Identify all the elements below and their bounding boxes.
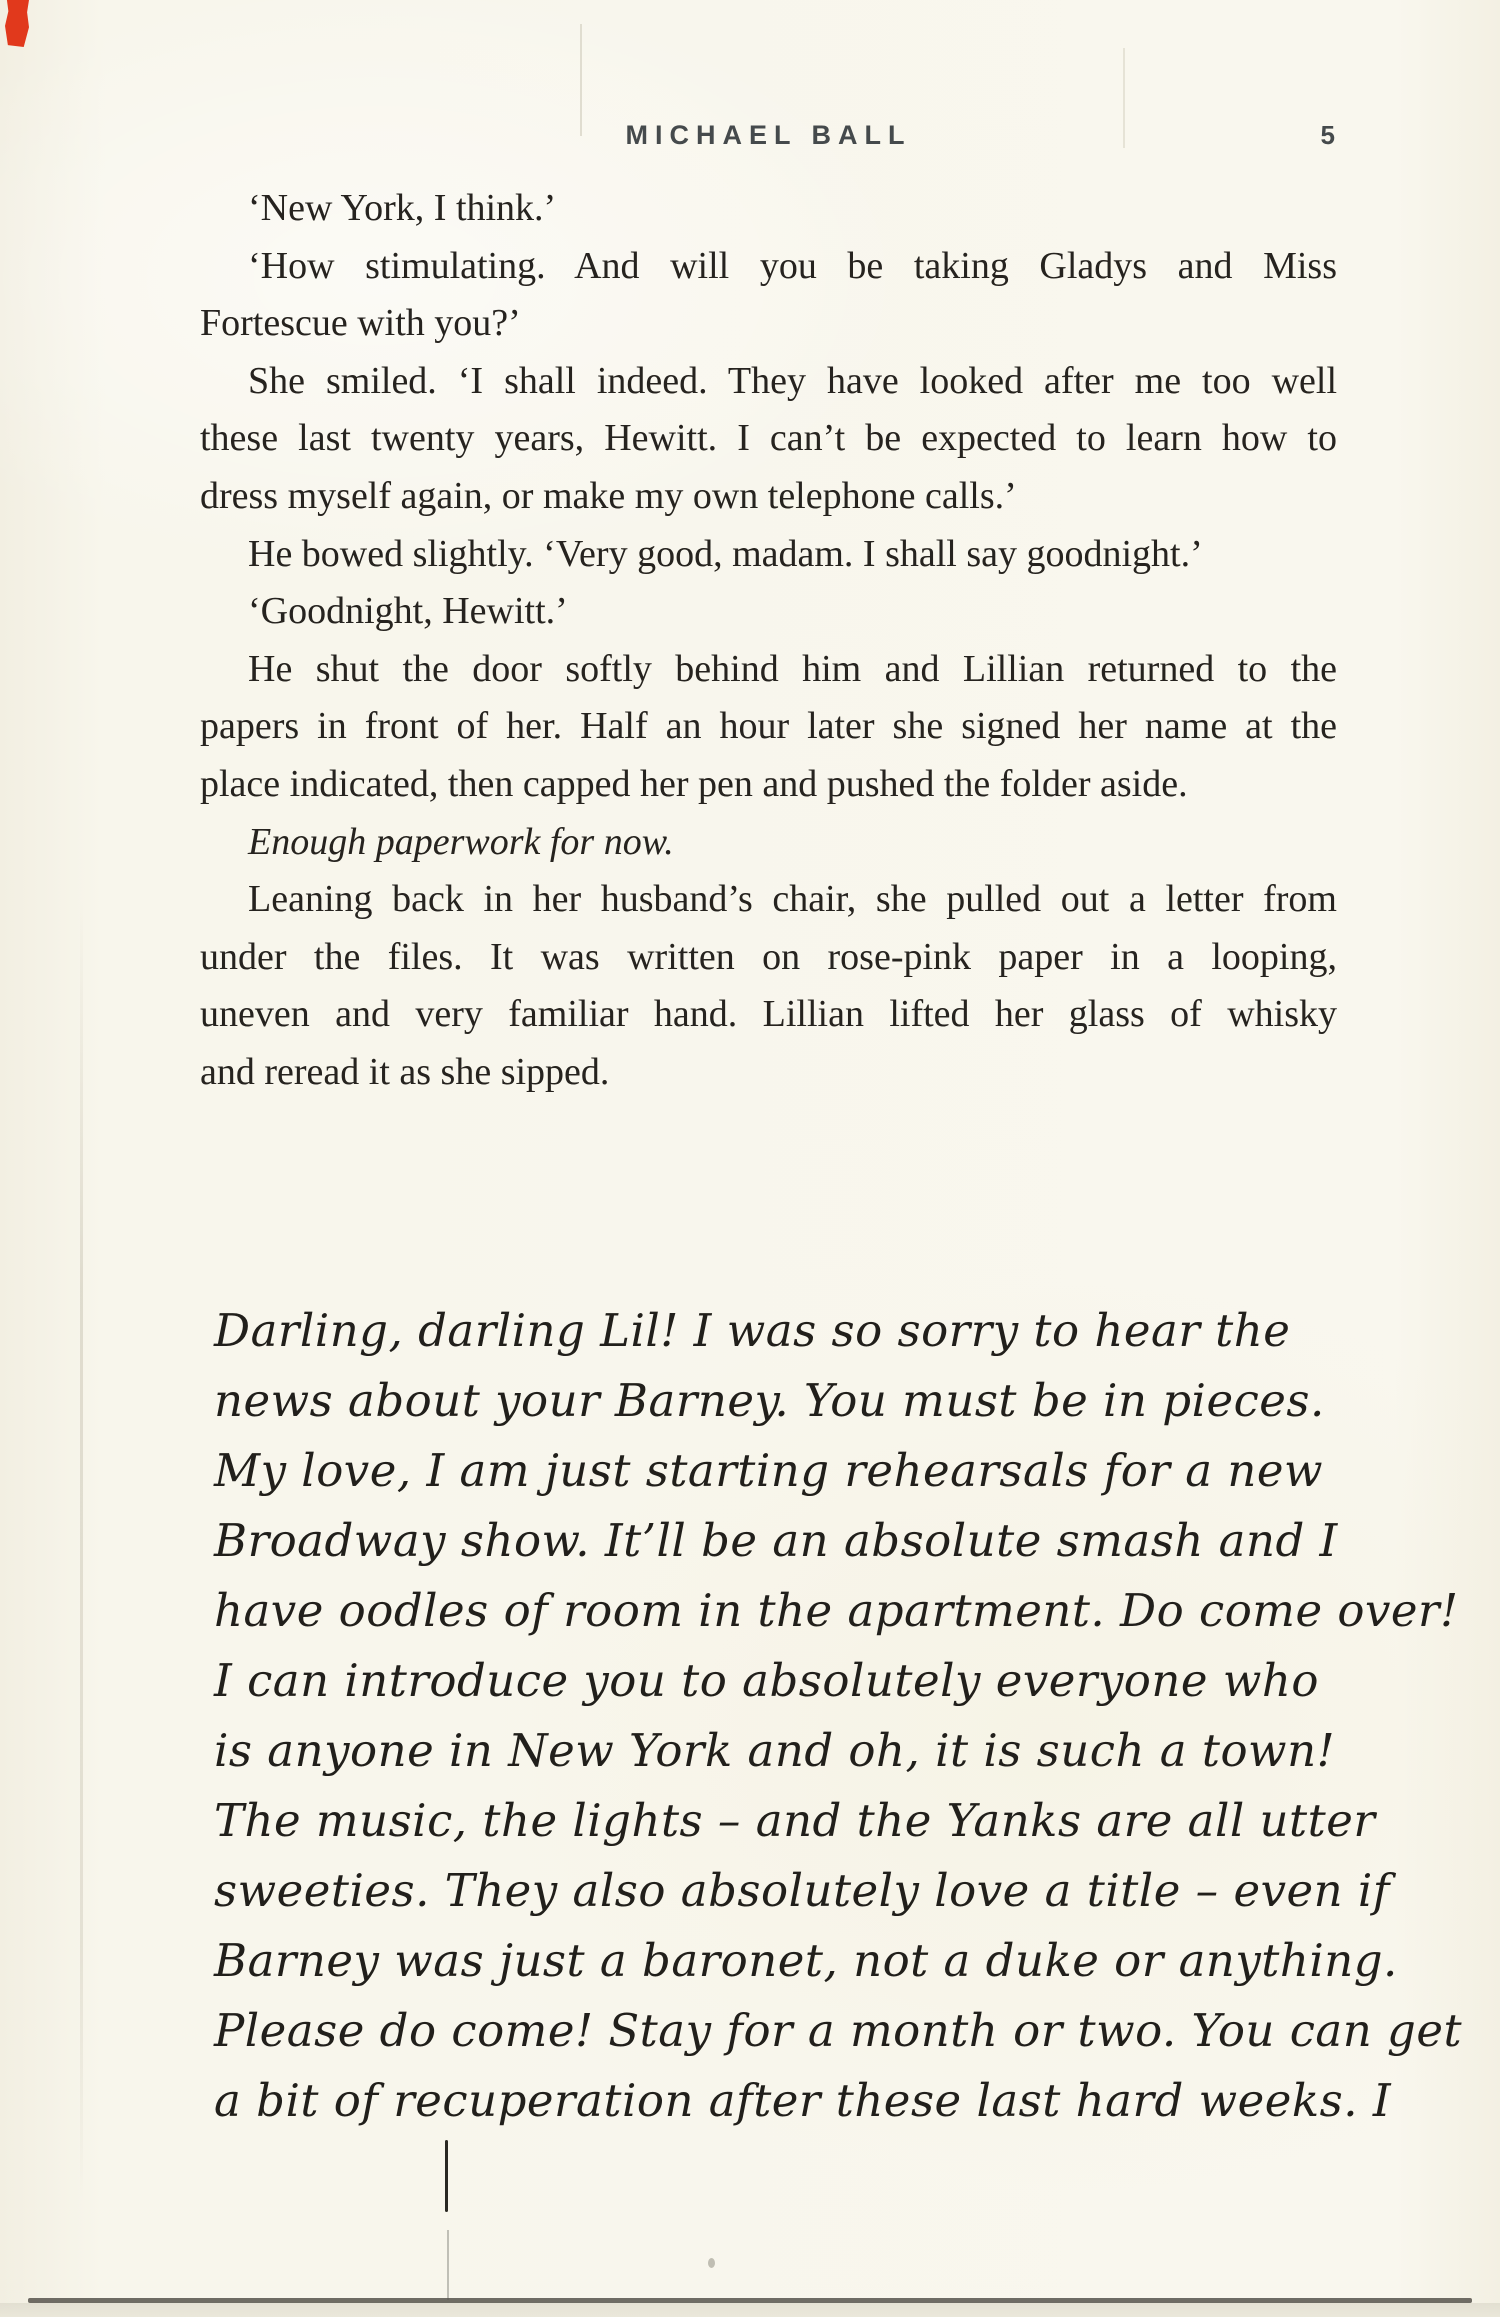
- letter-line: sweeties. They also absolutely love a title – even if: [214, 1864, 1390, 1917]
- letter-line: a bit of recuperation after these last hard weeks. I: [214, 2074, 1392, 2127]
- text-line: and reread it as she sipped.: [200, 1050, 610, 1093]
- text-line: ‘How stimulating. And will you be taking Gladys and Miss: [248, 244, 1337, 287]
- text-line: Enough paperwork for now.: [248, 820, 674, 863]
- paragraph: [200, 353, 1337, 526]
- text-line: He shut the door softly behind him and Lillian returned to the: [248, 647, 1337, 690]
- text-line: uneven and very familiar hand. Lillian lifted her glass of whisky: [200, 993, 1337, 1036]
- text-line: Leaning back in her husband’s chair, she pulled out a letter from: [248, 878, 1337, 921]
- paragraph: [200, 641, 1337, 814]
- text-line: She smiled. ‘I shall indeed. They have looked after me too well: [248, 359, 1337, 402]
- letter-line: The music, the lights – and the Yanks are all utter: [214, 1794, 1376, 1847]
- red-corner-mark: [5, 0, 29, 47]
- paragraph: [200, 814, 1337, 872]
- page-header: [200, 120, 1337, 160]
- text-line: Fortescue with you?’: [200, 302, 521, 345]
- paragraph: [200, 180, 1337, 238]
- paragraph: [200, 526, 1337, 584]
- text-line: papers in front of her. Half an hour later she signed her name at the: [200, 705, 1337, 748]
- paragraph: [200, 583, 1337, 641]
- letter-line: I can introduce you to absolutely everyone who: [214, 1654, 1319, 1707]
- ink-stroke-faint: [447, 2230, 449, 2300]
- page-edge-shadow: [80, 900, 83, 2200]
- body-text: [200, 180, 1337, 1102]
- page-number: 5: [1320, 120, 1335, 150]
- ink-stroke-mark: [445, 2140, 448, 2212]
- text-line: ‘Goodnight, Hewitt.’: [248, 590, 568, 633]
- running-header-title: MICHAEL BALL: [625, 120, 912, 150]
- text-line: He bowed slightly. ‘Very good, madam. I shall say goodnight.’: [248, 532, 1203, 575]
- text-line: dress myself again, or make my own telephone calls.’: [200, 474, 1017, 517]
- text-line: under the files. It was written on rose-pink paper in a looping,: [200, 935, 1337, 978]
- paragraph: [200, 871, 1337, 1101]
- letter-line: Please do come! Stay for a month or two. You can get: [214, 2004, 1463, 2057]
- text-line: these last twenty years, Hewitt. I can’t be expected to learn how to: [200, 417, 1337, 460]
- text-line: place indicated, then capped her pen and pushed the folder aside.: [200, 762, 1188, 805]
- text-line: ‘New York, I think.’: [248, 187, 557, 229]
- scan-speck: [708, 2258, 715, 2268]
- bottom-page-shade: [0, 2303, 1500, 2317]
- letter-line: is anyone in New York and oh, it is such a town!: [214, 1724, 1336, 1777]
- letter-line: have oodles of room in the apartment. Do come over!: [214, 1584, 1459, 1637]
- letter-line: news about your Barney. You must be in pieces.: [214, 1374, 1325, 1427]
- letter-line: Darling, darling Lil! I was so sorry to hear the: [214, 1304, 1291, 1357]
- letter-line: My love, I am just starting rehearsals for a new: [214, 1444, 1323, 1497]
- handwritten-letter: [214, 1296, 1463, 2136]
- paragraph: [200, 238, 1337, 353]
- letter-line: Broadway show. It’ll be an absolute smash and I: [214, 1514, 1338, 1567]
- letter-line: Barney was just a baronet, not a duke or anything.: [214, 1934, 1398, 1987]
